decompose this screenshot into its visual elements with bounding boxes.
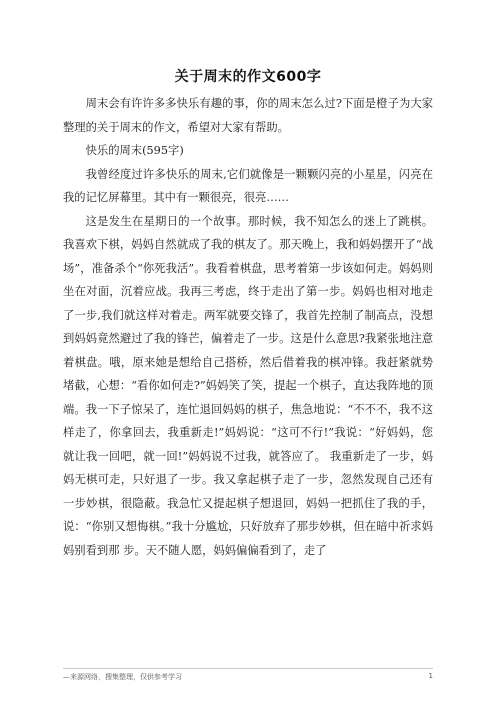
- intro-paragraph: 周末会有许许多多快乐有趣的事，你的周末怎么过?下面是橙子为大家整理的关于周末的作文，希望对大家有帮助。: [63, 97, 433, 134]
- document-title: 关于周末的作文600字: [174, 69, 322, 85]
- footer-divider: [63, 668, 433, 669]
- page-number: 1: [428, 672, 433, 680]
- body-paragraph: 这是发生在星期日的一个故事。那时候，我不知怎么的迷上了跳棋。我喜欢下棋，妈妈自然就成了我的棋友了。那天晚上，我和妈妈摆开了“战场”，准备杀个“你死我活”。我看着棋盘，思考着第一步该如何走。妈妈则坐在对面，沉着应战。我再三考虑，终于走出了第一步。妈妈也相对地走了一步,我们就这样对着走。两军就要交锋了，我首先控制了制高点，没想到妈妈竟然避过了我的锋芒，偏着走了一步。这是什么意思?我紧张地注意着棋盘。哦，原来她是想给自己搭桥，然后借着我的棋冲锋。我赶紧就势堵截，心想：“看你如何走?”妈妈笑了笑，提起一个棋子，直达我阵地的顶端。我一下子惊呆了，连忙退回妈妈的棋子，焦急地说：“不不不，我不这样走了，你拿回去，我重新走!”妈妈说：“这可不行!”我说：“好妈妈，您就让我一回吧，就一回!”妈妈说不过我，就答应了。 我重新走了一步，妈妈无棋可走，只好退了一步。我又拿起棋子走了一步，忽然发现自己还有一步妙棋，很隐蔽。我急忙又提起棋子想退回，妈妈一把抓住了我的手，说：“你别又想悔棋。”我十分尴尬，只好放弃了那步妙棋，但在暗中祈求妈妈别看到那 步。天不随人愿，妈妈偏偏看到了，走了: [63, 214, 433, 557]
- footer-note: —来源网络，搜集整理，仅供参考学习: [63, 673, 182, 681]
- document-body: [63, 92, 433, 562]
- essay-heading: 快乐的周末(595字): [85, 144, 184, 157]
- body-paragraph: 我曾经度过许多快乐的周末,它们就像是一颗颗闪亮的小星星，闪亮在我的记忆屏幕里。其中有一颗很亮，很亮……: [63, 167, 433, 204]
